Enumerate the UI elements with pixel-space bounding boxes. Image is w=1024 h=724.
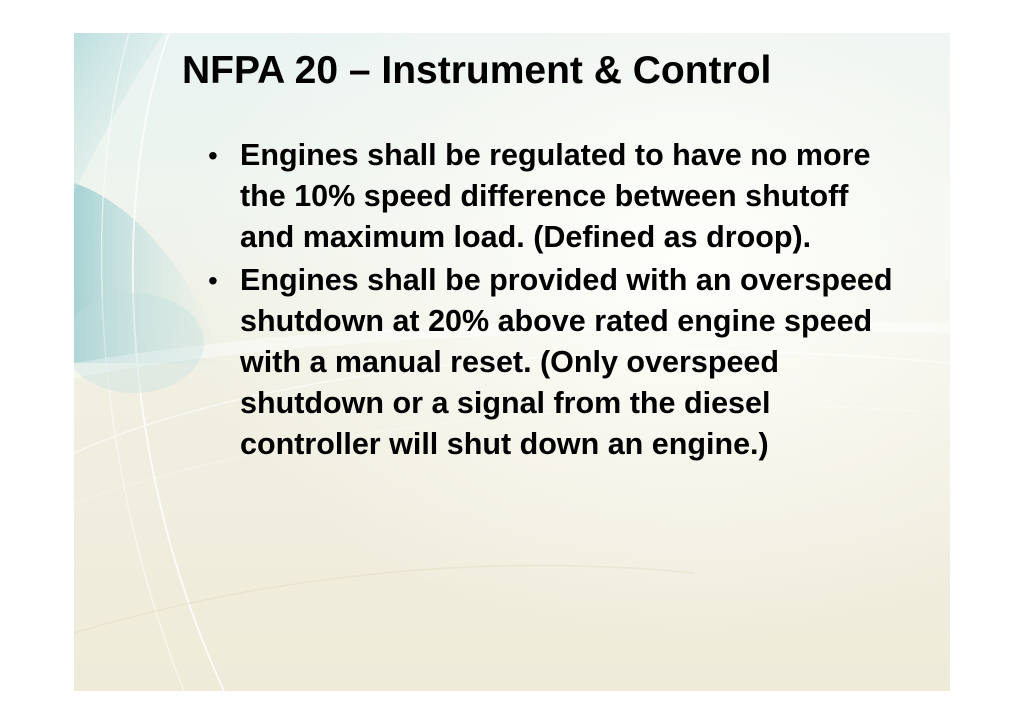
bullet-marker: • [208,140,218,171]
slide [74,33,950,691]
bullet-text: Engines shall be regulated to have no more the 10% speed difference between shutoff and maximum load. (Defined as droop). [240,138,871,254]
bullet-marker: • [208,265,218,296]
bullet-item [208,135,908,258]
slide-title: NFPA 20 – Instrument & Control [182,49,772,92]
bullet-text: Engines shall be provided with an overspeed shutdown at 20% above rated engine speed with a manual reset. (Only overspeed shutdown or a signal from the diesel controller will shut down an engine.) [240,263,893,461]
bullet-item [208,260,908,465]
bullet-list [208,135,908,467]
